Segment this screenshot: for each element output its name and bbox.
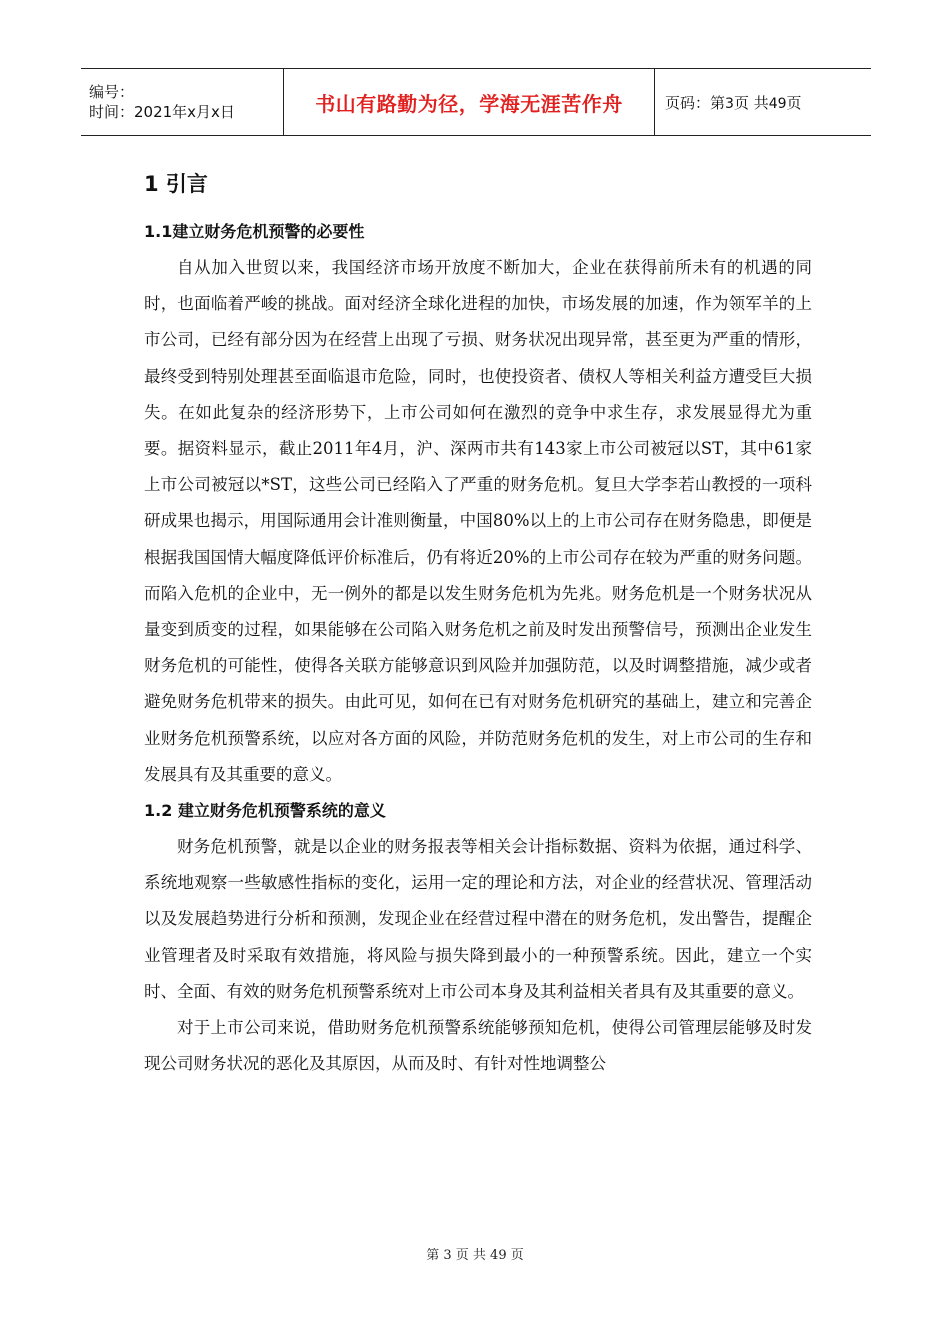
page-footer: 第 3 页 共 49 页: [426, 1248, 524, 1263]
subsection-title-1-2: 1.2 建立财务危机预警系统的意义: [144, 801, 386, 821]
page-counter: [665, 92, 871, 113]
page-prefix: 页码：第: [665, 93, 726, 112]
page-total: 49: [768, 95, 787, 112]
page-current: 3: [725, 95, 734, 112]
number-label: 编号：: [89, 83, 135, 101]
header-page-info: [655, 69, 871, 135]
page-mid: 页 共: [733, 93, 769, 112]
paragraph-1-1: 自从加入世贸以来，我国经济市场开放度不断加大，企业在获得前所未有的机遇的同时，也面临着严峻的挑战。面对经济全球化进程的加快，市场发展的加速，作为领军羊的上市公司，已经有部分因为在经营上出现了亏损、财务状况出现异常，甚至更为严重的情形，最终受到特别处理甚至面临退市危险，同时，也使投资者、债权人等相关利益方遭受巨大损失。在如此复杂的经济形势下，上市公司如何在激烈的竞争中求生存，求发展显得尤为重要。据资料显示，截止2011年4月，沪、深两市共有143家上市公司被冠以ST，其中61家上市公司被冠以*ST，这些公司已经陷入了严重的财务危机。复旦大学李若山教授的一项科研成果也揭示，用国际通用会计准则衡量，中国80%以上的上市公司存在财务隐患，即便是根据我国国情大幅度降低评价标准后，仍有将近20%的上市公司存在较为严重的财务问题。而陷入危机的企业中，无一例外的都是以发生财务危机为先兆。财务危机是一个财务状况从量变到质变的过程，如果能够在公司陷入财务危机之前及时发出预警信号，预测出企业发生财务危机的可能性，使得各关联方能够意识到风险并加强防范，以及时调整措施，减少或者避免财务危机带来的损失。由此可见，如何在已有对财务危机研究的基础上，建立和完善企业财务危机预警系统，以应对各方面的风险，并防范财务危机的发生，对上市公司的生存和发展具有及其重要的意义。: [144, 258, 812, 784]
section-title: 1 引言: [144, 172, 208, 196]
header-meta: [81, 69, 284, 135]
subsection-title-1-1: 1.1建立财务危机预警的必要性: [144, 222, 365, 241]
page-header: [81, 68, 871, 136]
header-motto: [284, 69, 655, 135]
page-suffix: 页: [786, 93, 802, 112]
date-label: 时间：2021年x月x日: [89, 103, 235, 121]
motto-text: 书山有路勤为径，学海无涯苦作舟: [315, 91, 623, 116]
paragraph-1-2-a: 财务危机预警，就是以企业的财务报表等相关会计指标数据、资料为依据，通过科学、系统地观察一些敏感性指标的变化，运用一定的理论和方法，对企业的经营状况、管理活动以及发展趋势进行分析和预测，发现企业在经营过程中潜在的财务危机，发出警告，提醒企业管理者及时采取有效措施，将风险与损失降到最小的一种预警系统。因此，建立一个实时、全面、有效的财务危机预警系统对上市公司本身及其利益相关者具有及其重要的意义。: [144, 837, 812, 1001]
paragraph-1-2-b: 对于上市公司来说，借助财务危机预警系统能够预知危机，使得公司管理层能够及时发现公司财务状况的恶化及其原因，从而及时、有针对性地调整公: [144, 1018, 812, 1074]
document-body: [144, 164, 812, 1082]
